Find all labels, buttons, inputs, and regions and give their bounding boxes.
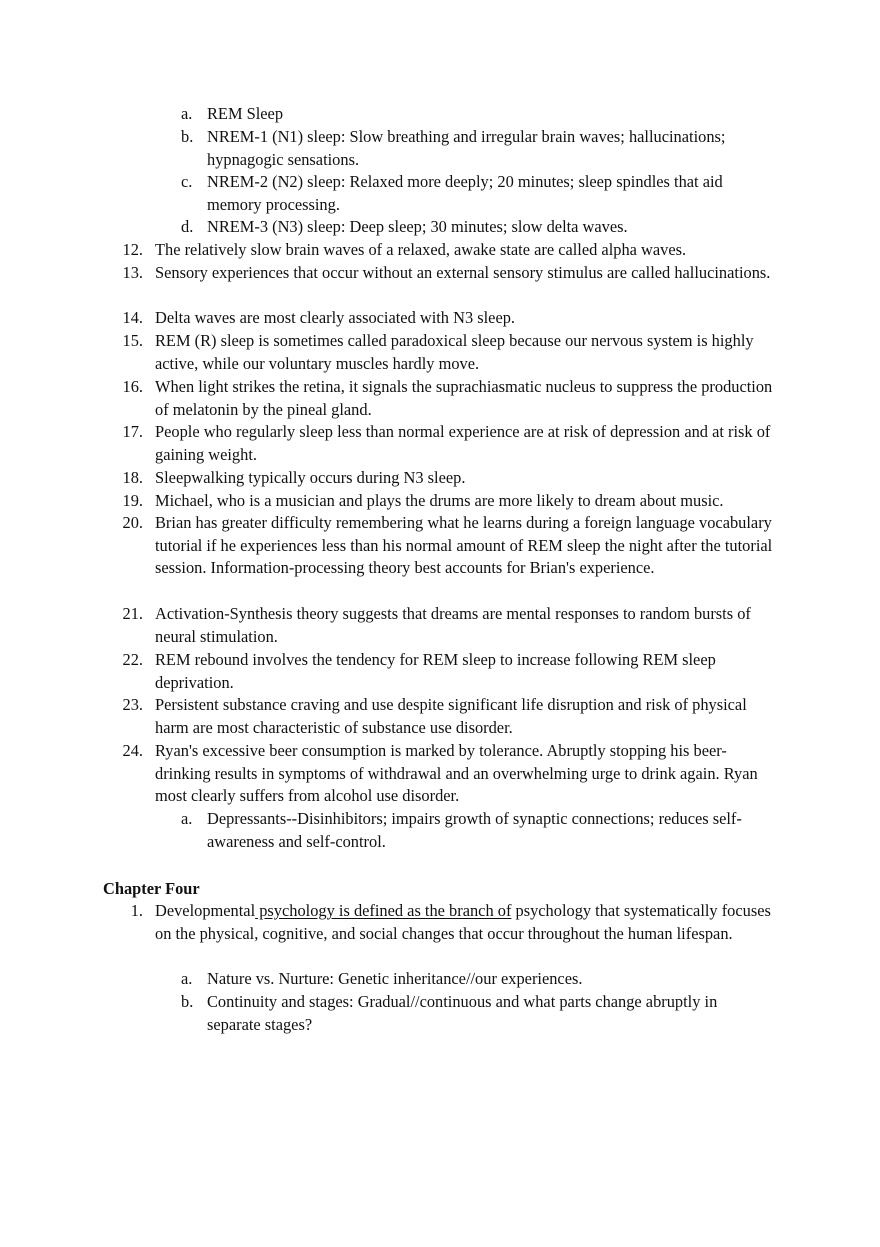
list-marker: a. <box>181 809 193 828</box>
list-text: Continuity and stages: Gradual//continuous and what parts change abruptly in separate stages? <box>207 992 718 1034</box>
text-segment: psychology that systematically focuses on the physical, cognitive, and social changes that occur throughout the human lifespan. <box>155 901 771 943</box>
item-text: Activation-Synthesis theory suggests that dreams are mental responses to random bursts of neural stimulation. <box>155 604 751 646</box>
list-marker: a. <box>181 104 193 123</box>
item-number: 23. <box>122 695 143 714</box>
item-text: REM (R) sleep is sometimes called paradoxical sleep because our nervous system is highly active, while our voluntary muscles hardly move. <box>155 331 754 373</box>
underlined-text: psychology is defined as the branch of <box>255 901 512 920</box>
item-text: Brian has greater difficulty remembering what he learns during a foreign language vocabulary tutorial if he experiences less than his normal amount of REM sleep the night after the tutorial session. Information-processing theory best accounts for Brian's experience. <box>155 513 773 578</box>
item-text: REM rebound involves the tendency for REM sleep to increase following REM sleep deprivation. <box>155 650 716 692</box>
item-text: Michael, who is a musician and plays the drums are more likely to dream about music. <box>155 491 724 510</box>
list-marker: b. <box>181 127 194 146</box>
list-text: NREM-3 (N3) sleep: Deep sleep; 30 minutes; slow delta waves. <box>207 217 628 236</box>
item-number: 18. <box>122 468 143 487</box>
chapter-heading: Chapter Four <box>103 879 200 898</box>
item-text: People who regularly sleep less than normal experience are at risk of depression and at risk of gaining weight. <box>155 422 771 464</box>
item-text: The relatively slow brain waves of a relaxed, awake state are called alpha waves. <box>155 240 687 259</box>
item-text: Sensory experiences that occur without an external sensory stimulus are called hallucinations. <box>155 263 771 282</box>
list-marker: d. <box>181 217 194 236</box>
item-number: 19. <box>122 491 143 510</box>
item-number: 15. <box>122 331 143 350</box>
item-text: Sleepwalking typically occurs during N3 sleep. <box>155 468 466 487</box>
list-text: Nature vs. Nurture: Genetic inheritance//our experiences. <box>207 969 583 988</box>
list-text: Depressants--Disinhibitors; impairs growth of synaptic connections; reduces self-awareness and self-control. <box>207 809 742 851</box>
item-number: 17. <box>122 422 143 441</box>
item-text <box>155 900 775 945</box>
item-number: 1. <box>130 901 143 920</box>
item-number: 14. <box>122 308 143 327</box>
item-number: 12. <box>122 240 143 259</box>
item-number: 20. <box>122 513 143 532</box>
item-number: 24. <box>122 741 143 760</box>
item-text: Delta waves are most clearly associated with N3 sleep. <box>155 308 516 327</box>
item-text: Ryan's excessive beer consumption is marked by tolerance. Abruptly stopping his beer-drinking results in symptoms of withdrawal and an overwhelming urge to drink again. Ryan most clearly suffers from alcohol use disorder. <box>155 741 758 806</box>
list-marker: b. <box>181 992 194 1011</box>
list-marker: c. <box>181 172 193 191</box>
list-text: NREM-2 (N2) sleep: Relaxed more deeply; 20 minutes; sleep spindles that aid memory processing. <box>207 172 723 214</box>
item-number: 21. <box>122 604 143 623</box>
list-text: REM Sleep <box>207 104 284 123</box>
list-marker: a. <box>181 969 193 988</box>
item-number: 13. <box>122 263 143 282</box>
item-number: 22. <box>122 650 143 669</box>
item-text: When light strikes the retina, it signals the suprachiasmatic nucleus to suppress the production of melatonin by the pineal gland. <box>155 377 773 419</box>
item-number: 16. <box>122 377 143 396</box>
text-segment: Developmental <box>155 901 256 920</box>
item-text: Persistent substance craving and use despite significant life disruption and risk of physical harm are most characteristic of substance use disorder. <box>155 695 747 737</box>
list-text: NREM-1 (N1) sleep: Slow breathing and irregular brain waves; hallucinations; hypnagogic sensations. <box>207 127 726 169</box>
